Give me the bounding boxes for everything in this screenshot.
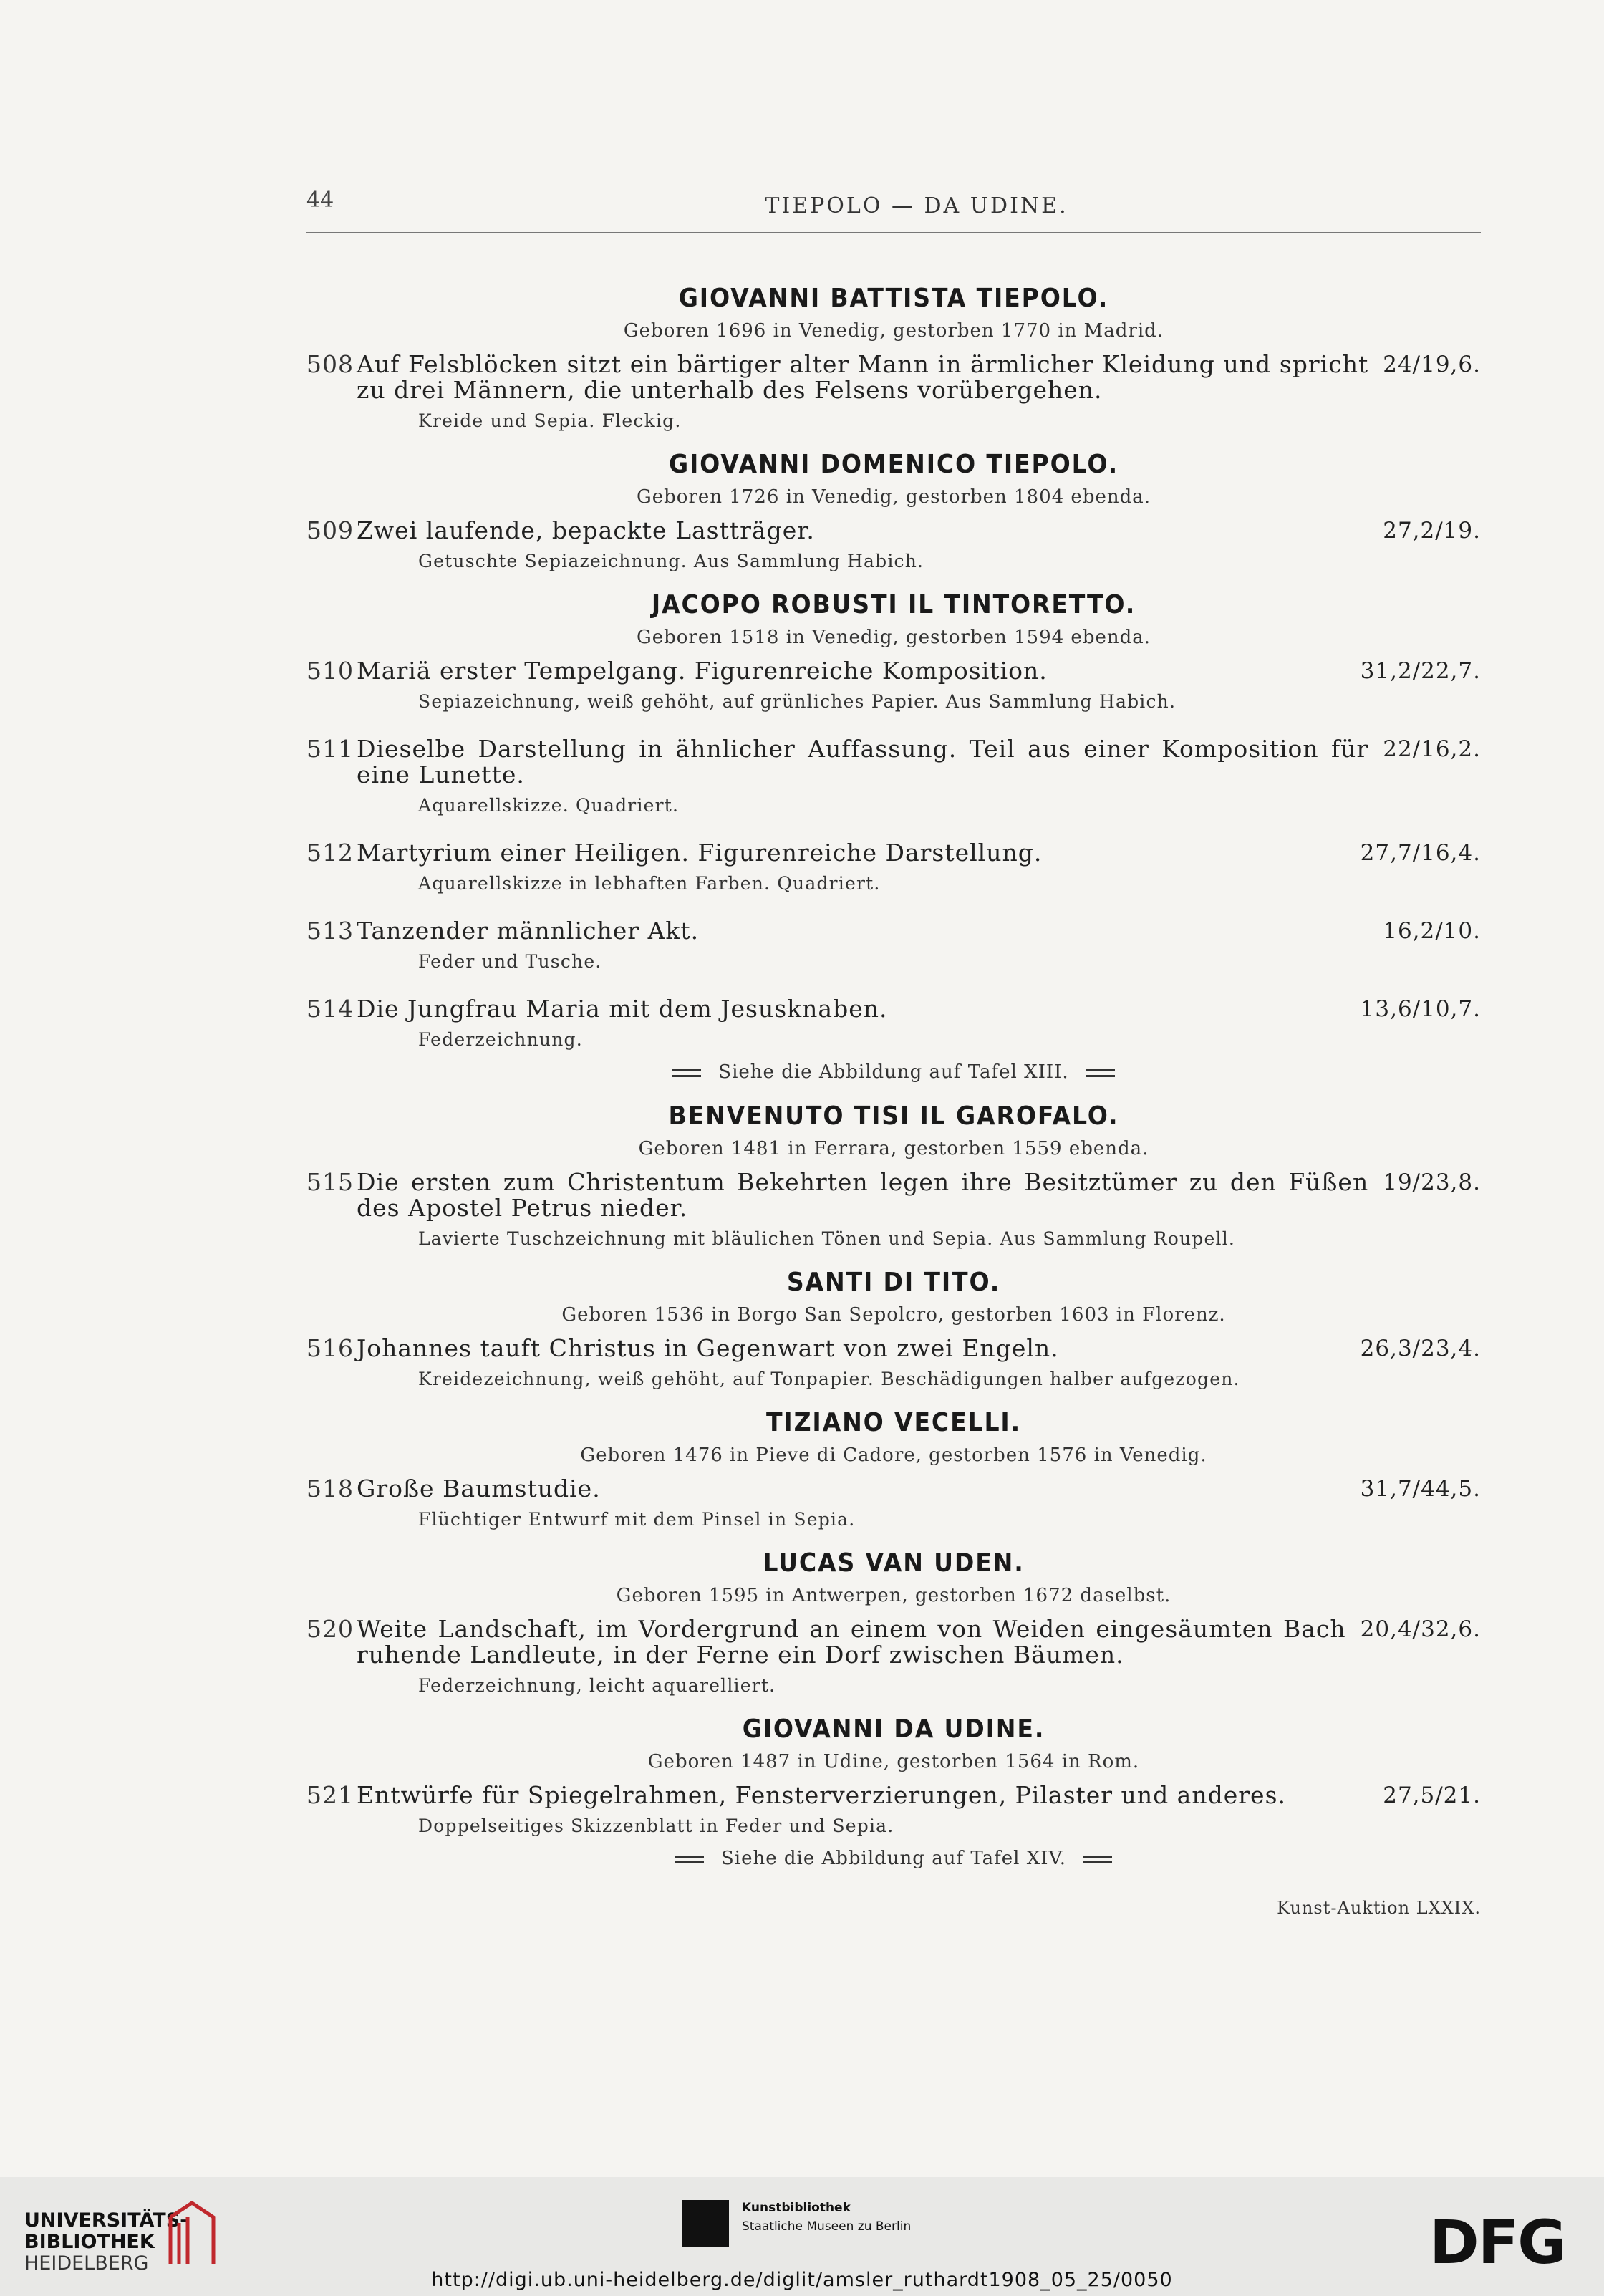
lot-entry	[306, 352, 1481, 403]
lot-description	[357, 1476, 1481, 1502]
lot-title: Zwei laufende, bepackte Lastträger.	[357, 516, 815, 544]
permalink-url[interactable]: http://digi.ub.uni-heidelberg.de/diglit/amsler_ruthardt1908_05_25/0050	[431, 2269, 1173, 2291]
lot-technique-note: Kreide und Sepia. Fleckig.	[418, 410, 682, 431]
ub-line-1: UNIVERSITÄTS-	[24, 2209, 188, 2232]
lot-entry	[306, 1336, 1481, 1361]
lot-description	[357, 1169, 1481, 1221]
lot-dimensions: 27,2/19.	[1383, 518, 1481, 544]
lot-technique-note: Flüchtiger Entwurf mit dem Pinsel in Sepia.	[418, 1509, 856, 1530]
signature-mark: Kunst-Auktion LXXIX.	[1277, 1898, 1481, 1918]
lot-entry	[306, 658, 1481, 684]
double-rule-icon	[672, 1069, 701, 1077]
artist-dates: Geboren 1518 in Venedig, gestorben 1594 ebenda.	[636, 627, 1151, 648]
lot-technique-note: Lavierte Tuschzeichnung mit bläulichen Tönen und Sepia. Aus Sammlung Roupell.	[418, 1228, 1236, 1249]
running-title: TIEPOLO — DA UDINE.	[765, 193, 1068, 218]
lot-number: 515	[306, 1168, 354, 1196]
lot-dimensions: 31,7/44,5.	[1360, 1476, 1481, 1502]
lot-dimensions: 20,4/32,6.	[1360, 1616, 1481, 1642]
header-rule	[306, 232, 1481, 233]
lot-entry	[306, 996, 1481, 1022]
lot-technique-note: Aquarellskizze in lebhaften Farben. Quadriert.	[418, 873, 881, 894]
artist-dates: Geboren 1726 in Venedig, gestorben 1804 ebenda.	[636, 486, 1151, 508]
artist-heading: JACOPO ROBUSTI IL TINTORETTO.	[651, 590, 1136, 619]
lot-description	[357, 840, 1481, 866]
ub-line-2: BIBLIOTHEK	[24, 2231, 155, 2253]
artist-dates: Geboren 1696 in Venedig, gestorben 1770 in Madrid.	[623, 320, 1164, 342]
lot-technique-note: Federzeichnung, leicht aquarelliert.	[418, 1675, 776, 1696]
lot-dimensions: 24/19,6.	[1383, 352, 1481, 377]
ub-heidelberg-emblem-icon	[163, 2196, 221, 2267]
artist-dates: Geboren 1536 in Borgo San Sepolcro, gestorben 1603 in Florenz.	[561, 1304, 1226, 1326]
lot-technique-note: Getuschte Sepiazeichnung. Aus Sammlung Habich.	[418, 551, 924, 571]
artist-heading: GIOVANNI DOMENICO TIEPOLO.	[668, 450, 1119, 479]
lot-title: Auf Felsblöcken sitzt ein bärtiger alter Mann in ärmlicher Kleidung und spricht zu drei Männern, die unterhalb des Felsens vorübergehen.	[357, 350, 1369, 404]
page-header	[0, 188, 1604, 231]
lot-technique-note: Doppelseitiges Skizzenblatt in Feder und Sepia.	[418, 1815, 894, 1836]
double-rule-icon	[1086, 1069, 1115, 1077]
lot-title: Mariä erster Tempelgang. Figurenreiche Komposition.	[357, 657, 1048, 685]
page-number: 44	[306, 188, 334, 213]
artist-dates: Geboren 1595 in Antwerpen, gestorben 1672 daselbst.	[616, 1585, 1171, 1606]
lot-title: Weite Landschaft, im Vordergrund an einem von Weiden eingesäumten Bach ruhende Landleute, in der Ferne ein Dorf zwischen Bäumen.	[357, 1615, 1346, 1669]
lot-number: 509	[306, 516, 354, 544]
lot-description	[357, 352, 1481, 403]
lot-title: Große Baumstudie.	[357, 1475, 601, 1502]
lot-dimensions: 27,7/16,4.	[1360, 840, 1481, 866]
plate-reference-text: Siehe die Abbildung auf Tafel XIII.	[718, 1061, 1069, 1083]
lot-entry	[306, 1476, 1481, 1502]
lot-number: 520	[306, 1615, 354, 1643]
lot-entry	[306, 1169, 1481, 1221]
double-rule-icon	[675, 1856, 704, 1863]
lot-title: Entwürfe für Spiegelrahmen, Fensterverzierungen, Pilaster und anderes.	[357, 1781, 1286, 1809]
kb-line-2: Staatliche Museen zu Berlin	[742, 2219, 912, 2234]
artist-dates: Geboren 1481 in Ferrara, gestorben 1559 ebenda.	[638, 1138, 1149, 1159]
lot-number: 511	[306, 735, 354, 763]
catalog-content	[306, 265, 1481, 1918]
lot-title: Martyrium einer Heiligen. Figurenreiche Darstellung.	[357, 839, 1043, 867]
lot-description	[357, 996, 1481, 1022]
artist-heading: GIOVANNI DA UDINE.	[742, 1714, 1045, 1744]
lot-entry	[306, 918, 1481, 944]
lot-entry	[306, 1783, 1481, 1808]
lot-number: 508	[306, 350, 354, 378]
lot-description	[357, 658, 1481, 684]
artist-dates: Geboren 1487 in Udine, gestorben 1564 in Rom.	[647, 1751, 1140, 1772]
lot-technique-note: Kreidezeichnung, weiß gehöht, auf Tonpapier. Beschädigungen halber aufgezogen.	[418, 1369, 1240, 1389]
lot-dimensions: 13,6/10,7.	[1360, 996, 1481, 1022]
lot-dimensions: 31,2/22,7.	[1360, 658, 1481, 684]
lot-title: Dieselbe Darstellung in ähnlicher Auffassung. Teil aus einer Komposition für eine Lunette.	[357, 735, 1369, 788]
lot-technique-note: Sepiazeichnung, weiß gehöht, auf grünliches Papier. Aus Sammlung Habich.	[418, 691, 1177, 712]
lot-description	[357, 1783, 1481, 1808]
plate-reference	[306, 1061, 1481, 1083]
lot-title: Die Jungfrau Maria mit dem Jesusknaben.	[357, 995, 888, 1023]
lot-technique-note: Federzeichnung.	[418, 1029, 583, 1050]
artist-heading: LUCAS VAN UDEN.	[763, 1548, 1025, 1578]
lot-description	[357, 918, 1481, 944]
lot-technique-note: Aquarellskizze. Quadriert.	[418, 795, 680, 816]
lot-dimensions: 16,2/10.	[1383, 918, 1481, 944]
kb-line-1: Kunstbibliothek	[742, 2201, 851, 2215]
dfg-logo[interactable]: DFG	[1429, 2207, 1566, 2277]
lot-dimensions: 26,3/23,4.	[1360, 1336, 1481, 1361]
lot-dimensions: 22/16,2.	[1383, 736, 1481, 762]
lot-number: 513	[306, 917, 354, 945]
lot-entry	[306, 840, 1481, 866]
lot-description	[357, 736, 1481, 788]
lot-number: 512	[306, 839, 354, 867]
kunstbibliothek-label[interactable]	[682, 2199, 911, 2236]
lot-number: 521	[306, 1781, 354, 1809]
lot-technique-note: Feder und Tusche.	[418, 951, 602, 972]
artist-heading: GIOVANNI BATTISTA TIEPOLO.	[678, 284, 1109, 313]
lot-number: 518	[306, 1475, 354, 1502]
lot-title: Johannes tauft Christus in Gegenwart von zwei Engeln.	[357, 1334, 1059, 1362]
artist-heading: SANTI DI TITO.	[786, 1268, 1001, 1297]
lot-number: 514	[306, 995, 354, 1023]
lot-description	[357, 518, 1481, 544]
lot-title: Die ersten zum Christentum Bekehrten legen ihre Besitztümer zu den Füßen des Apostel Petrus nieder.	[357, 1168, 1369, 1222]
lot-entry	[306, 736, 1481, 788]
plate-reference-text: Siehe die Abbildung auf Tafel XIV.	[720, 1848, 1067, 1869]
lot-description	[357, 1616, 1481, 1668]
lot-title: Tanzender männlicher Akt.	[357, 917, 700, 945]
lot-dimensions: 27,5/21.	[1383, 1783, 1481, 1808]
double-rule-icon	[1083, 1856, 1112, 1863]
viewer-footer	[0, 2177, 1604, 2296]
artist-heading: TIZIANO VECELLI.	[765, 1408, 1022, 1437]
artist-heading: BENVENUTO TISI IL GAROFALO.	[668, 1101, 1119, 1131]
plate-reference	[306, 1848, 1481, 1869]
lot-entry	[306, 1616, 1481, 1668]
lot-entry	[306, 518, 1481, 544]
lot-number: 516	[306, 1334, 354, 1362]
artist-dates: Geboren 1476 in Pieve di Cadore, gestorben 1576 in Venedig.	[580, 1444, 1207, 1466]
lot-description	[357, 1336, 1481, 1361]
ub-line-3: HEIDELBERG	[24, 2252, 149, 2275]
lot-dimensions: 19/23,8.	[1383, 1169, 1481, 1195]
lot-number: 510	[306, 657, 354, 685]
